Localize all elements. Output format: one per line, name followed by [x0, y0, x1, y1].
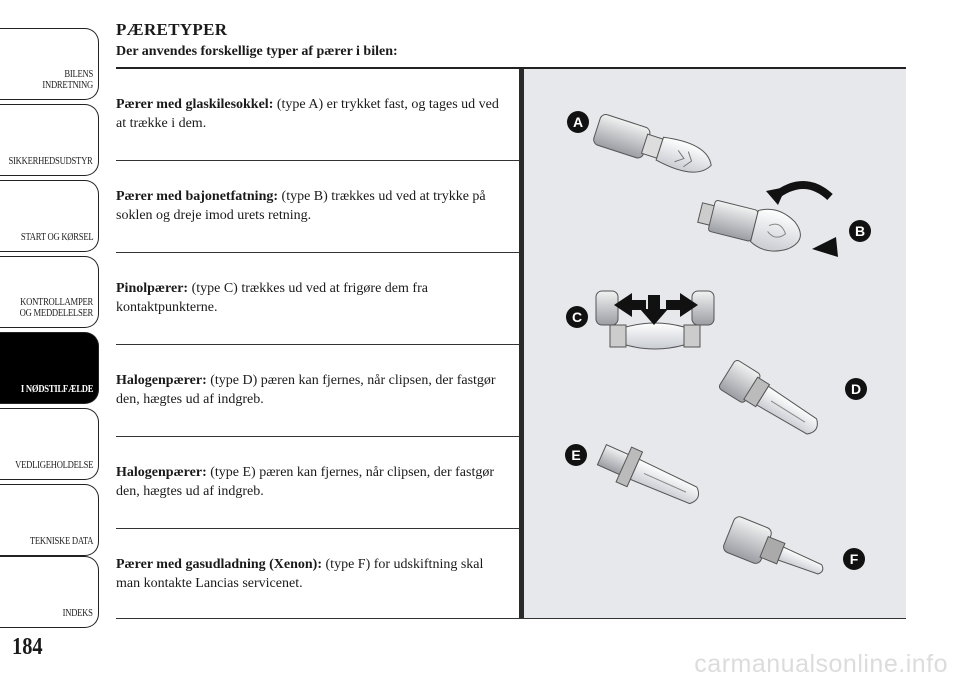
- entry-type-c: [116, 253, 519, 345]
- bulb-illustration: [524, 69, 906, 618]
- tab-start-og-korsel[interactable]: START OG KØRSEL: [0, 180, 99, 252]
- bulb-type-a: [592, 113, 716, 181]
- entry-lead: Halogenpærer:: [116, 465, 207, 480]
- entry-type-a: [116, 69, 519, 161]
- tab-kontrollamper[interactable]: KONTROLLAMPER OG MEDDELELSER: [0, 256, 99, 328]
- entry-text: (type C) trækkes ud ved at frigøre dem fra kontaktpunkterne.: [116, 281, 428, 315]
- entry-type-b: [116, 161, 519, 253]
- entry-type-f: [116, 529, 519, 618]
- entry-text: (type A) er trykket fast, og tages ud ved at trække i dem.: [116, 97, 499, 131]
- entry-text: (type B) trækkes ud ved at trykke på soklen og dreje imod urets retning.: [116, 189, 486, 223]
- entry-lead: Pinolpærer:: [116, 281, 189, 296]
- bulb-illustration-panel: [524, 69, 906, 618]
- watermark: carmanualsonline.info: [694, 650, 948, 678]
- tab-indeks[interactable]: INDEKS: [0, 556, 99, 628]
- marker-b-label: B: [854, 223, 866, 239]
- marker-d-label: D: [850, 381, 862, 397]
- entry-lead: Halogenpærer:: [116, 373, 207, 388]
- bulb-type-list: [116, 69, 519, 618]
- page-number: 184: [12, 634, 43, 660]
- marker-a-label: A: [572, 114, 584, 130]
- bulb-type-f: [722, 515, 830, 588]
- bulb-type-b: [695, 193, 805, 258]
- page-title: PÆRETYPER: [116, 20, 228, 39]
- left-arrow-icon: [614, 293, 646, 317]
- entry-text: (type E) pæren kan fjernes, når clipsen, der fastgør den, hægtes ud af indgreb.: [116, 465, 495, 499]
- bottom-divider: [116, 618, 906, 619]
- down-arrow-icon: [640, 295, 668, 325]
- marker-f-label: F: [849, 551, 859, 567]
- entry-text: (type F) for udskiftning skal man kontakte Lancias servicenet.: [116, 557, 484, 591]
- entry-type-e: [116, 437, 519, 529]
- entry-type-d: [116, 345, 519, 437]
- entry-lead: Pærer med glaskilesokkel:: [116, 97, 274, 112]
- entry-lead: Pærer med gasudladning (Xenon):: [116, 557, 323, 572]
- tab-sikkerhedsudstyr[interactable]: SIKKERHEDSUDSTYR: [0, 104, 99, 176]
- tab-vedligeholdelse[interactable]: VEDLIGEHOLDELSE: [0, 408, 99, 480]
- page-subtitle: Der anvendes forskellige typer af pærer i bilen:: [116, 44, 398, 59]
- tab-tekniske-data[interactable]: TEKNISKE DATA: [0, 484, 99, 556]
- marker-e-label: E: [571, 447, 581, 463]
- tab-i-nodstilfaelde[interactable]: I NØDSTILFÆLDE: [0, 332, 99, 404]
- rotate-arrowhead-icon: [766, 187, 786, 205]
- push-arrow-icon: [812, 237, 838, 257]
- tab-bilens-indretning[interactable]: BILENS INDRETNING: [0, 28, 99, 100]
- marker-c-label: C: [571, 309, 583, 325]
- entry-lead: Pærer med bajonetfatning:: [116, 189, 279, 204]
- bulb-type-d: [718, 359, 825, 443]
- bulb-type-e: [594, 437, 705, 514]
- entry-text: (type D) pæren kan fjernes, når clipsen, der fastgør den, hægtes ud af indgreb.: [116, 373, 496, 407]
